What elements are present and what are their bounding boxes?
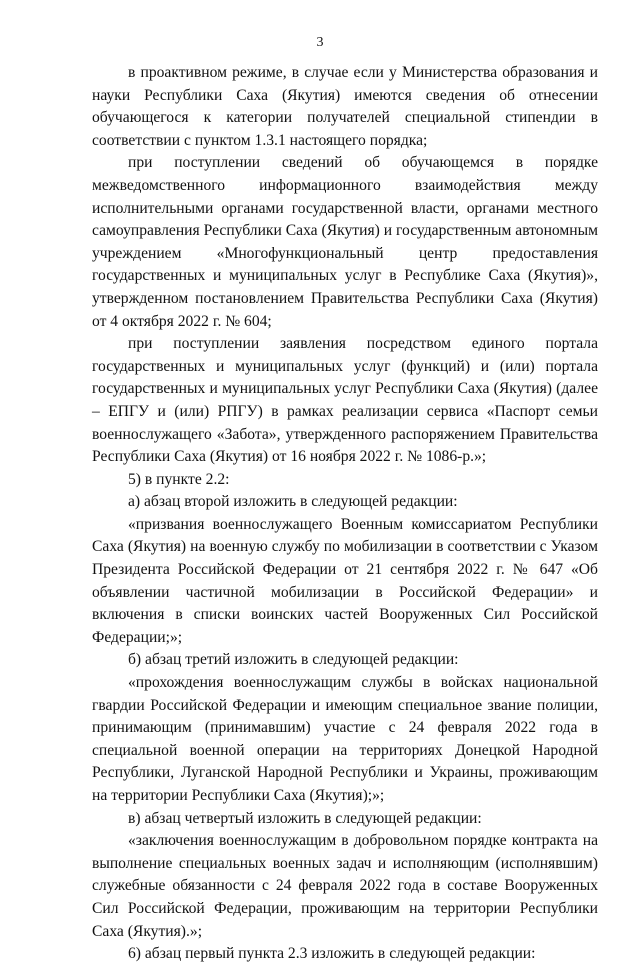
paragraph-subitem-b: б) абзац третий изложить в следующей редакции: [128, 651, 459, 669]
page-number: 3 [316, 35, 324, 50]
paragraph-subitem-a: а) абзац второй изложить в следующей редакции: [128, 493, 458, 511]
paragraph-item-6-heading: 6) абзац первый пункта 2.3 изложить в следующей редакции: [128, 945, 536, 963]
paragraph-portal-application: при поступлении заявления посредством единого портала государственных и муниципальных услуг (функций) и (или) портала государственных и муниципальных услуг Республики Саха (Якутия) (далее – ЕПГУ и (или) РПГУ) в рамках реализации сервиса «Паспорт семьи военнослужащего «Забота», утвержденного распоряжением Правительства Республики Саха (Якутия) от 16 ноября 2022 г. № 1086-р.»; [92, 335, 598, 466]
paragraph-subitem-v: в) абзац четвертый изложить в следующей редакции: [128, 809, 482, 827]
paragraph-mobilization-text: «призвания военнослужащего Военным комиссариатом Республики Саха (Якутия) на военную службу по мобилизации в соответствии с Указом Президента Российской Федерации от 21 сентября 2022 г. № 647 «Об объявлении частичной мобилизации в Российской Федерации» и включения в списки воинских частей Вооруженных Сил Российской Федерации;»; [92, 515, 598, 646]
paragraph-interagency-info: при поступлении сведений об обучающемся в порядке межведомственного информационного взаимодействия между исполнительными органами государственной власти, органами местного самоуправления Республики Саха (Якутия) и государственным автономным учреждением «Многофункциональный центр предоставления государственных и муниципальных услуг в Республике Саха (Якутия)», утвержденном постановлением Правительства Республики Саха (Якутия) от 4 октября 2022 г. № 604; [92, 154, 598, 330]
paragraph-item-5-heading: 5) в пункте 2.2: [128, 470, 230, 488]
document-body [92, 62, 598, 966]
paragraph-contract-text: «заключения военнослужащим в добровольном порядке контракта на выполнение специальных военных задач и исполняющим (исполнявшим) служебные обязанности с 24 февраля 2022 года в составе Вооруженных Сил Российской Федерации, проживающим на территории Республики Саха (Якутия).»; [92, 832, 598, 940]
paragraph-proactive-mode: в проактивном режиме, в случае если у Министерства образования и науки Республики Саха (Якутия) имеются сведения об отнесении обучающегося к категории получателей специальной стипендии в соответствии с пунктом 1.3.1 настоящего порядка; [92, 64, 598, 149]
paragraph-national-guard-text: «прохождения военнослужащим службы в войсках национальной гвардии Российской Федерации и имеющим специальное звание полиции, принимающим (принимавшим) участие с 24 февраля 2022 года в специальной военной операции на территориях Донецкой Народной Республики, Луганской Народной Республики и Украины, проживающим на территории Республики Саха (Якутия);»; [92, 674, 598, 804]
